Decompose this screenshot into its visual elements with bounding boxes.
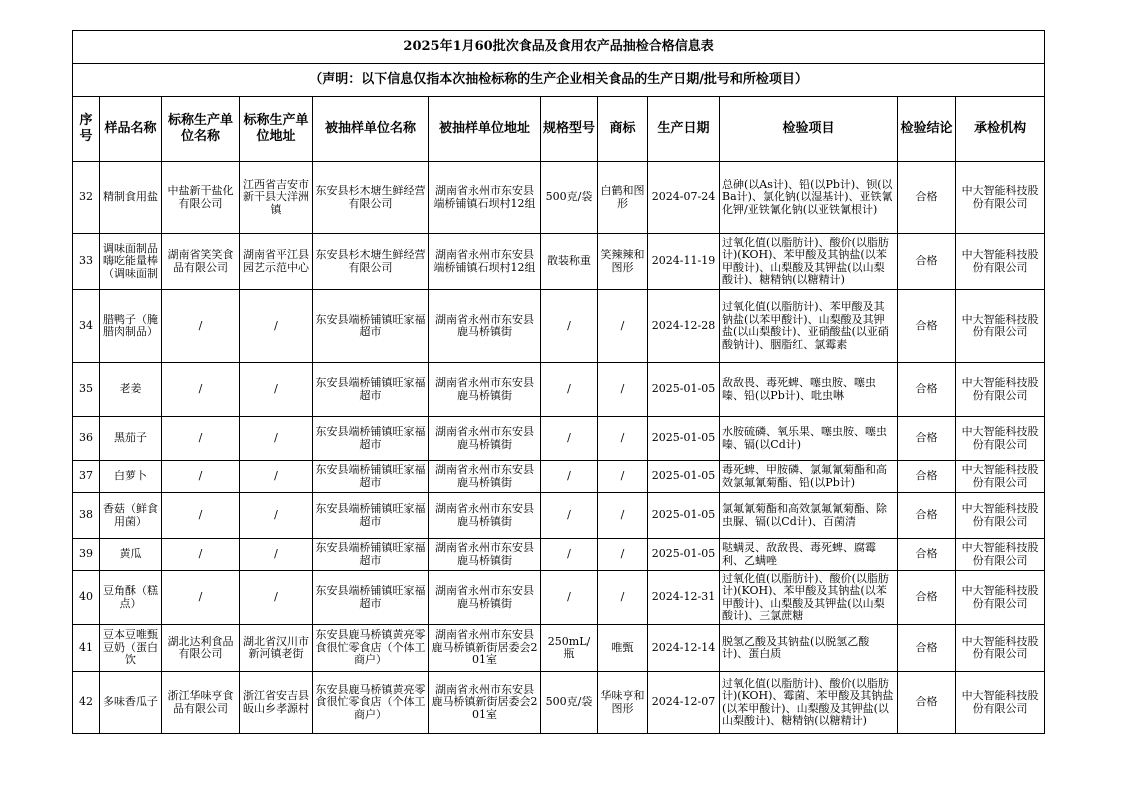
cell-test-items [720, 672, 898, 734]
cell-sampled-unit [313, 625, 429, 672]
cell-sampled-unit-address-text: 湖南省永州市东安县鹿马桥镇街 [435, 585, 534, 610]
cell-lab [956, 363, 1045, 417]
cell-result [898, 625, 956, 672]
cell-sampled-unit-text: 东安县端桥铺镇旺家福超市 [315, 426, 426, 451]
cell-sample-name [100, 539, 162, 571]
cell-test-items-text: 水胺硫磷、氧乐果、噻虫胺、噻虫嗪、镉(以Cd计) [722, 426, 887, 451]
cell-production-date [648, 625, 720, 672]
cell-sampled-unit-address [429, 539, 541, 571]
cell-result [898, 571, 956, 625]
cell-manufacturer [162, 417, 240, 461]
cell-sample-name-text: 豆角酥（糕点） [103, 585, 158, 610]
cell-no-text: 33 [79, 255, 93, 268]
cell-result [898, 162, 956, 234]
cell-production-date [648, 290, 720, 363]
cell-sampled-unit-text: 东安县杉木塘生鲜经营有限公司 [315, 249, 426, 274]
cell-spec [541, 571, 598, 625]
cell-spec-text: 散装称重 [547, 255, 591, 268]
cell-result [898, 672, 956, 734]
cell-lab-text: 中大智能科技股份有限公司 [961, 249, 1039, 274]
header-no: 序号 [73, 97, 100, 162]
cell-no-text: 36 [79, 432, 93, 445]
cell-spec-text: / [567, 383, 571, 396]
cell-brand [598, 417, 648, 461]
cell-no [73, 162, 100, 234]
cell-spec [541, 539, 598, 571]
table-statement: （声明：以下信息仅指本次抽检标称的生产企业相关食品的生产日期/批号和所检项目） [73, 64, 1045, 97]
cell-test-items [720, 571, 898, 625]
cell-sampled-unit-text: 东安县端桥铺镇旺家福超市 [315, 377, 426, 402]
cell-sampled-unit [313, 234, 429, 290]
cell-manufacturer-text: / [198, 470, 203, 483]
cell-no-text: 37 [79, 470, 93, 483]
cell-sampled-unit-address-text: 湖南省永州市东安县鹿马桥镇街 [435, 542, 534, 567]
cell-sampled-unit-address-text: 湖南省永州市东安县鹿马桥镇街 [435, 313, 534, 338]
cell-manufacturer-text: 中盐新干盐化有限公司 [167, 185, 234, 210]
cell-manufacturer-address-text: 浙江省安吉县皈山乡孝源村 [243, 690, 309, 715]
cell-brand-text: / [620, 591, 625, 604]
cell-no-text: 38 [79, 509, 93, 522]
table-row [73, 571, 1045, 625]
cell-spec-text: 500克/袋 [545, 191, 593, 204]
cell-sample-name-text: 豆本豆唯甄豆奶（蛋白饮 [103, 629, 158, 667]
header-lab: 承检机构 [956, 97, 1045, 162]
cell-manufacturer-text: 湖南省笑笑食品有限公司 [167, 249, 234, 274]
cell-production-date-text: 2025-01-05 [651, 432, 716, 445]
cell-manufacturer-address [240, 363, 313, 417]
cell-sample-name-text: 白萝卜 [114, 470, 147, 483]
cell-sample-name-text: 精制食用盐 [103, 191, 158, 204]
cell-result-text: 合格 [915, 641, 938, 654]
cell-test-items-text: 过氧化值(以脂肪计)、苯甲酸及其钠盐(以苯甲酸计)、山梨酸及其钾盐(以山梨酸计)、亚硝酸盐(以亚硝酸钠计)、胭脂红、氯霉素 [722, 301, 889, 351]
cell-result-text: 合格 [915, 383, 938, 396]
cell-production-date-text: 2025-01-05 [651, 470, 716, 483]
cell-manufacturer-address-text: 湖北省汉川市新河镇老街 [243, 635, 309, 660]
cell-sampled-unit-address [429, 162, 541, 234]
cell-result [898, 539, 956, 571]
cell-lab-text: 中大智能科技股份有限公司 [961, 635, 1039, 660]
cell-test-items-text: 过氧化值(以脂肪计)、酸价(以脂肪计)(KOH)、苯甲酸及其钠盐(以苯甲酸计)、山梨酸及其钾盐(以山梨酸计)、三氯蔗糖 [722, 572, 889, 622]
cell-manufacturer-address [240, 672, 313, 734]
cell-lab-text: 中大智能科技股份有限公司 [961, 464, 1039, 489]
cell-result [898, 234, 956, 290]
cell-manufacturer-address [240, 625, 313, 672]
cell-test-items-text: 过氧化值(以脂肪计)、酸价(以脂肪计)(KOH)、苯甲酸及其钠盐(以苯甲酸计)、山梨酸及其钾盐(以山梨酸计)、糖精钠(以糖精计) [722, 236, 889, 286]
cell-sampled-unit [313, 363, 429, 417]
cell-manufacturer-text: 浙江华味亨食品有限公司 [167, 690, 234, 715]
cell-manufacturer-text: / [198, 548, 203, 561]
cell-spec [541, 290, 598, 363]
cell-test-items [720, 625, 898, 672]
table-row [73, 672, 1045, 734]
cell-lab-text: 中大智能科技股份有限公司 [961, 377, 1039, 402]
cell-sampled-unit-address [429, 417, 541, 461]
header-manufacturer: 标称生产单位名称 [162, 97, 240, 162]
cell-sample-name-text: 香菇（鲜食用菌） [103, 503, 158, 528]
cell-sample-name [100, 162, 162, 234]
cell-manufacturer [162, 625, 240, 672]
cell-manufacturer-address [240, 539, 313, 571]
cell-manufacturer-address-text: / [274, 509, 278, 522]
table-row [73, 363, 1045, 417]
cell-no-text: 32 [79, 191, 93, 204]
cell-result-text: 合格 [915, 548, 938, 561]
cell-manufacturer [162, 539, 240, 571]
cell-result-text: 合格 [915, 509, 938, 522]
cell-test-items [720, 234, 898, 290]
cell-brand-text: / [620, 509, 625, 522]
cell-production-date-text: 2024-12-28 [651, 319, 716, 332]
cell-manufacturer [162, 672, 240, 734]
cell-result-text: 合格 [915, 319, 938, 332]
cell-sample-name [100, 571, 162, 625]
cell-manufacturer-address [240, 461, 313, 493]
cell-manufacturer-address [240, 290, 313, 363]
cell-spec [541, 162, 598, 234]
cell-brand [598, 625, 648, 672]
cell-lab [956, 571, 1045, 625]
cell-sample-name [100, 625, 162, 672]
cell-brand-text: / [620, 470, 625, 483]
cell-sample-name [100, 234, 162, 290]
cell-production-date [648, 363, 720, 417]
cell-result [898, 363, 956, 417]
cell-brand-text: 唯甄 [611, 641, 634, 654]
header-brand: 商标 [598, 97, 648, 162]
cell-no [73, 290, 100, 363]
cell-sample-name [100, 363, 162, 417]
header-sampled-unit-address: 被抽样单位地址 [429, 97, 541, 162]
table-row [73, 539, 1045, 571]
cell-result-text: 合格 [915, 191, 938, 204]
table-row [73, 417, 1045, 461]
cell-sample-name-text: 黄瓜 [119, 548, 142, 561]
cell-spec [541, 417, 598, 461]
cell-lab-text: 中大智能科技股份有限公司 [961, 690, 1039, 715]
cell-sample-name-text: 老姜 [119, 383, 142, 396]
cell-manufacturer-address-text: / [274, 548, 278, 561]
cell-sampled-unit-text: 东安县端桥铺镇旺家福超市 [315, 503, 426, 528]
cell-lab-text: 中大智能科技股份有限公司 [961, 542, 1039, 567]
cell-manufacturer [162, 234, 240, 290]
header-test-items: 检验项目 [720, 97, 898, 162]
cell-no-text: 40 [79, 591, 93, 604]
cell-sampled-unit-address [429, 672, 541, 734]
cell-sampled-unit [313, 539, 429, 571]
cell-sampled-unit-address [429, 363, 541, 417]
cell-test-items [720, 493, 898, 539]
table-row [73, 290, 1045, 363]
cell-brand [598, 571, 648, 625]
cell-brand [598, 162, 648, 234]
cell-production-date-text: 2024-07-24 [651, 191, 716, 204]
cell-lab-text: 中大智能科技股份有限公司 [961, 585, 1039, 610]
cell-no [73, 625, 100, 672]
cell-sampled-unit [313, 417, 429, 461]
cell-sample-name-text: 调味面制品嗨吃能量棒（调味面制 [103, 242, 158, 280]
cell-manufacturer-text: / [198, 591, 203, 604]
cell-sampled-unit-address [429, 493, 541, 539]
cell-brand [598, 493, 648, 539]
cell-manufacturer-text: / [198, 383, 203, 396]
cell-sample-name [100, 672, 162, 734]
cell-test-items-text: 哒螨灵、敌敌畏、毒死蜱、腐霉利、乙螨唑 [722, 542, 876, 567]
cell-sampled-unit-address-text: 湖南省永州市东安县鹿马桥镇新街居委会201室 [431, 629, 538, 667]
inspection-table [72, 30, 1045, 734]
cell-lab [956, 417, 1045, 461]
cell-production-date [648, 461, 720, 493]
cell-manufacturer-address-text: / [274, 470, 278, 483]
cell-spec-text: / [567, 470, 571, 483]
cell-no-text: 35 [79, 383, 93, 396]
cell-production-date [648, 571, 720, 625]
cell-lab-text: 中大智能科技股份有限公司 [961, 503, 1039, 528]
cell-lab [956, 162, 1045, 234]
cell-manufacturer [162, 493, 240, 539]
cell-sampled-unit-text: 东安县端桥铺镇旺家福超市 [315, 313, 426, 338]
cell-spec-text: / [567, 319, 571, 332]
cell-production-date-text: 2024-12-07 [651, 696, 716, 709]
cell-spec-text: / [567, 548, 571, 561]
cell-no [73, 363, 100, 417]
cell-spec [541, 672, 598, 734]
cell-sampled-unit-address-text: 湖南省永州市东安县鹿马桥镇新街居委会201室 [431, 683, 538, 721]
cell-production-date-text: 2025-01-05 [651, 383, 716, 396]
cell-test-items [720, 290, 898, 363]
cell-sampled-unit-text: 东安县端桥铺镇旺家福超市 [315, 464, 426, 489]
cell-lab [956, 461, 1045, 493]
header-production-date: 生产日期 [648, 97, 720, 162]
cell-brand-text: 白鹤和图形 [600, 185, 645, 210]
cell-manufacturer-address [240, 417, 313, 461]
cell-manufacturer-text: / [198, 319, 203, 332]
cell-brand [598, 539, 648, 571]
cell-manufacturer [162, 571, 240, 625]
table-row [73, 625, 1045, 672]
cell-production-date-text: 2025-01-05 [651, 509, 716, 522]
cell-test-items-text: 脱氢乙酸及其钠盐(以脱氢乙酸计)、蛋白质 [722, 635, 870, 660]
cell-brand-text: 笑辣辣和图形 [600, 249, 645, 274]
cell-brand-text: / [620, 548, 625, 561]
cell-result-text: 合格 [915, 696, 938, 709]
cell-spec [541, 234, 598, 290]
cell-sampled-unit-address-text: 湖南省永州市东安县端桥铺镇石坝村12组 [433, 185, 536, 210]
cell-brand-text: / [620, 432, 625, 445]
cell-production-date [648, 539, 720, 571]
cell-no [73, 672, 100, 734]
cell-production-date [648, 493, 720, 539]
cell-sample-name-text: 黑茄子 [114, 432, 147, 445]
cell-sampled-unit-text: 东安县端桥铺镇旺家福超市 [315, 585, 426, 610]
cell-manufacturer-address [240, 162, 313, 234]
cell-sampled-unit [313, 461, 429, 493]
cell-result [898, 493, 956, 539]
cell-manufacturer-address-text: / [274, 383, 278, 396]
cell-production-date-text: 2024-12-31 [651, 591, 716, 604]
cell-brand [598, 363, 648, 417]
cell-sampled-unit-text: 东安县杉木塘生鲜经营有限公司 [315, 185, 426, 210]
cell-test-items [720, 417, 898, 461]
cell-brand-text: / [620, 319, 625, 332]
header-manufacturer-address: 标称生产单位地址 [240, 97, 313, 162]
cell-no [73, 461, 100, 493]
cell-no-text: 41 [79, 641, 93, 654]
cell-lab [956, 234, 1045, 290]
cell-sampled-unit-text: 东安县鹿马桥镇黄亮零食很忙零食店（个体工商户） [315, 683, 426, 721]
cell-manufacturer-address-text: 湖南省平江县园艺示范中心 [243, 249, 309, 274]
cell-sample-name [100, 290, 162, 363]
cell-lab-text: 中大智能科技股份有限公司 [961, 313, 1039, 338]
cell-spec-text: 250mL/瓶 [547, 635, 591, 660]
cell-lab [956, 625, 1045, 672]
cell-sampled-unit [313, 290, 429, 363]
cell-no-text: 42 [79, 696, 93, 709]
cell-spec [541, 493, 598, 539]
cell-no [73, 493, 100, 539]
cell-result-text: 合格 [915, 591, 938, 604]
cell-sampled-unit-address [429, 234, 541, 290]
cell-production-date-text: 2025-01-05 [651, 548, 716, 561]
cell-lab-text: 中大智能科技股份有限公司 [961, 185, 1039, 210]
cell-sampled-unit [313, 493, 429, 539]
cell-manufacturer [162, 461, 240, 493]
cell-sampled-unit-text: 东安县端桥铺镇旺家福超市 [315, 542, 426, 567]
cell-manufacturer-address-text: / [274, 319, 278, 332]
cell-lab [956, 493, 1045, 539]
cell-result [898, 461, 956, 493]
cell-sample-name [100, 461, 162, 493]
cell-production-date [648, 672, 720, 734]
cell-test-items-text: 敌敌畏、毒死蜱、噻虫胺、噻虫嗪、铅(以Pb计)、吡虫啉 [722, 377, 876, 402]
cell-result [898, 417, 956, 461]
cell-manufacturer-address-text: / [274, 432, 278, 445]
cell-manufacturer [162, 162, 240, 234]
cell-manufacturer-text: / [198, 432, 203, 445]
cell-sample-name-text: 多味香瓜子 [103, 696, 158, 709]
cell-brand-text: / [620, 383, 625, 396]
cell-test-items-text: 毒死蜱、甲胺磷、氯氟氰菊酯和高效氯氟氰菊酯、铅(以Pb计) [722, 464, 887, 489]
cell-spec-text: / [567, 432, 571, 445]
header-sample-name: 样品名称 [100, 97, 162, 162]
cell-sampled-unit-address-text: 湖南省永州市东安县端桥铺镇石坝村12组 [433, 249, 536, 274]
cell-production-date-text: 2024-11-19 [651, 255, 716, 268]
cell-spec [541, 625, 598, 672]
header-spec: 规格型号 [541, 97, 598, 162]
cell-manufacturer [162, 290, 240, 363]
cell-sampled-unit-address-text: 湖南省永州市东安县鹿马桥镇街 [435, 377, 534, 402]
cell-lab [956, 290, 1045, 363]
cell-lab-text: 中大智能科技股份有限公司 [961, 426, 1039, 451]
cell-sample-name [100, 493, 162, 539]
cell-manufacturer-text: 湖北达利食品有限公司 [167, 635, 234, 660]
table-row [73, 234, 1045, 290]
cell-sampled-unit-address [429, 461, 541, 493]
cell-sampled-unit-address [429, 625, 541, 672]
table-row [73, 493, 1045, 539]
cell-production-date [648, 162, 720, 234]
cell-sampled-unit [313, 672, 429, 734]
cell-lab [956, 672, 1045, 734]
cell-manufacturer-text: / [198, 509, 203, 522]
cell-test-items-text: 氯氟氰菊酯和高效氯氟氰菊酯、除虫脲、镉(以Cd计)、百菌清 [722, 503, 887, 528]
cell-brand [598, 461, 648, 493]
cell-no [73, 417, 100, 461]
cell-lab [956, 539, 1045, 571]
cell-no [73, 571, 100, 625]
cell-no-text: 34 [79, 319, 93, 332]
cell-brand [598, 672, 648, 734]
table-row [73, 162, 1045, 234]
cell-test-items [720, 162, 898, 234]
cell-manufacturer-address [240, 234, 313, 290]
cell-manufacturer-address-text: 江西省吉安市新干县大洋洲镇 [243, 178, 309, 216]
cell-sample-name [100, 417, 162, 461]
cell-brand-text: 华味亨和图形 [600, 690, 645, 715]
cell-test-items [720, 461, 898, 493]
cell-sampled-unit [313, 571, 429, 625]
cell-production-date [648, 417, 720, 461]
cell-manufacturer-address-text: / [274, 591, 278, 604]
header-result: 检验结论 [898, 97, 956, 162]
cell-no [73, 234, 100, 290]
cell-sample-name-text: 腊鸭子（腌腊肉制品） [103, 313, 158, 338]
cell-sampled-unit-address-text: 湖南省永州市东安县鹿马桥镇街 [435, 426, 534, 451]
cell-sampled-unit-address [429, 290, 541, 363]
cell-sampled-unit [313, 162, 429, 234]
cell-test-items-text: 总砷(以As计)、铅(以Pb计)、钡(以Ba计)、氯化钠(以湿基计)、亚铁氰化钾/亚铁氰化钠(以亚铁氰根计) [722, 178, 893, 216]
cell-brand [598, 290, 648, 363]
cell-spec [541, 363, 598, 417]
cell-spec [541, 461, 598, 493]
cell-spec-text: / [567, 591, 571, 604]
cell-brand [598, 234, 648, 290]
header-row [73, 97, 1045, 162]
cell-production-date-text: 2024-12-14 [651, 641, 716, 654]
cell-sampled-unit-text: 东安县鹿马桥镇黄亮零食很忙零食店（个体工商户） [315, 629, 426, 667]
cell-result-text: 合格 [915, 470, 938, 483]
cell-test-items [720, 363, 898, 417]
cell-manufacturer [162, 363, 240, 417]
cell-result-text: 合格 [915, 432, 938, 445]
cell-result [898, 290, 956, 363]
cell-result-text: 合格 [915, 255, 938, 268]
cell-spec-text: 500克/袋 [545, 696, 593, 709]
table-body [73, 162, 1045, 734]
cell-sampled-unit-address-text: 湖南省永州市东安县鹿马桥镇街 [435, 503, 534, 528]
cell-spec-text: / [567, 509, 571, 522]
cell-test-items [720, 539, 898, 571]
cell-no [73, 539, 100, 571]
cell-manufacturer-address [240, 493, 313, 539]
cell-sampled-unit-address-text: 湖南省永州市东安县鹿马桥镇街 [435, 464, 534, 489]
header-sampled-unit: 被抽样单位名称 [313, 97, 429, 162]
cell-test-items-text: 过氧化值(以脂肪计)、酸价(以脂肪计)(KOH)、霉菌、苯甲酸及其钠盐(以苯甲酸计)、山梨酸及其钾盐(以山梨酸计)、糖精钠(以糖精计) [722, 677, 894, 727]
cell-manufacturer-address [240, 571, 313, 625]
table-title: 2025年1月60批次食品及食用农产品抽检合格信息表 [73, 31, 1045, 64]
cell-production-date [648, 234, 720, 290]
cell-no-text: 39 [79, 548, 93, 561]
table-row [73, 461, 1045, 493]
cell-sampled-unit-address [429, 571, 541, 625]
